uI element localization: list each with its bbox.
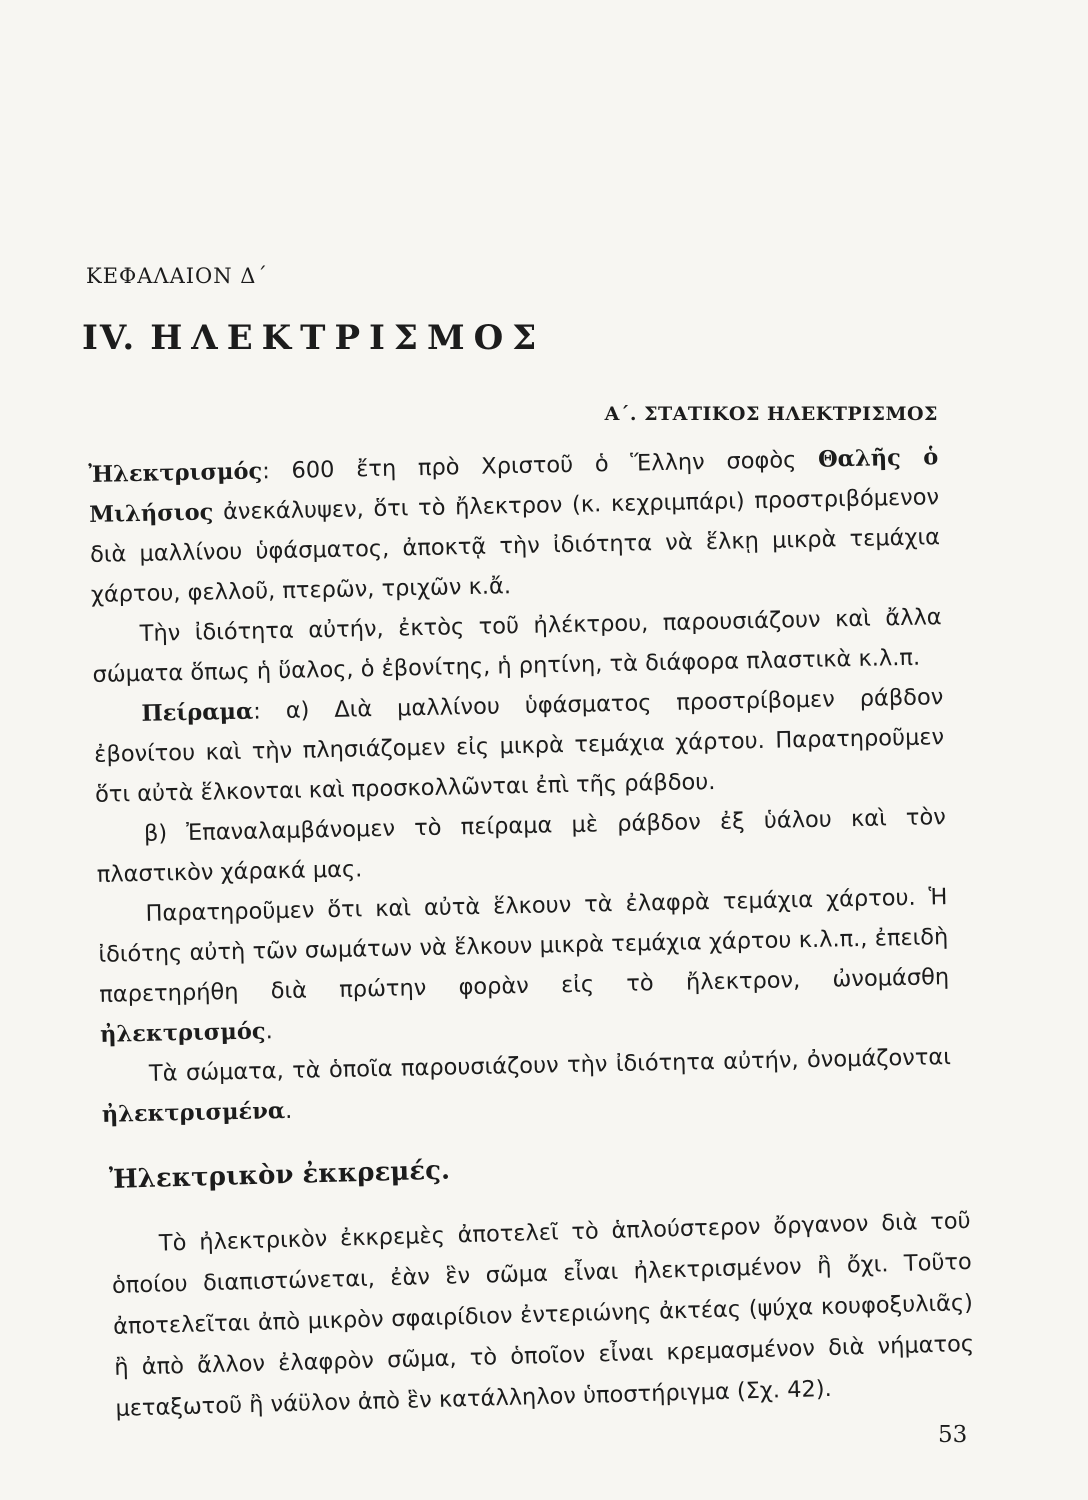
term-electrified: ἠλεκτρισμένα xyxy=(101,1098,286,1128)
part-title: ΗΛΕΚΤΡΙΣΜΟΣ xyxy=(150,318,546,358)
chapter-heading: ΚΕΦΑΛΑΙΟΝ Δ΄ xyxy=(86,264,268,288)
term-electricity: Ἠλεκτρισμός xyxy=(88,458,263,488)
paragraph: Πείραμα: α) Διὰ μαλλίνου ὑφάσματος προστρίβομεν ράβδον ἐβονίτου καὶ τὴν πλησιάζομεν εἰς μικρὰ τεμάχια χάρτου. Παρατηροῦμεν ὅτι αὐτὰ ἕλκονται καὶ προσκολλῶνται ἐπὶ τῆς ράβδου. xyxy=(94,684,945,808)
paragraph: Τὰ σώματα, τὰ ὁποῖα παρουσιάζουν τὴν ἰδιότητα αὐτήν, ὀνομάζονται ἠλεκτρισμένα. xyxy=(101,1044,952,1128)
section-heading: Α΄. ΣΤΑΤΙΚΟΣ ΗΛΕΚΤΡΙΣΜΟΣ xyxy=(604,403,938,425)
term-electrification: ἠλεκτρισμός xyxy=(99,1018,266,1048)
paragraph: Τὸ ἠλεκτρικὸν ἐκκρεμὲς ἀποτελεῖ τὸ ἁπλούστερον ὄργανον διὰ τοῦ ὁποίου διαπιστώνεται, ἐὰν ἓν σῶμα εἶναι ἠλεκτρισμένον ἢ ὄχι. Τοῦτο ἀποτελεῖται ἀπὸ μικρὸν σφαιρίδιον ἐντεριώνης ἀκτέας (ψύχα κουφοξυλιᾶς) ἢ ἀπὸ ἄλλον ἐλαφρὸν σῶμα, τὸ ὁποῖον εἶναι κρεμασμένον διὰ νήματος μεταξωτοῦ ἢ νάϋλον ἀπὸ ἓν κατάλληλον ὑποστήριγμα (Σχ. 42). xyxy=(111,1207,975,1422)
term-experiment: Πείραμα xyxy=(141,698,254,727)
body-text xyxy=(88,437,952,1135)
part-number: IV. xyxy=(82,318,137,358)
page-number: 53 xyxy=(938,1422,968,1448)
part-heading xyxy=(82,318,545,358)
paragraph: Παρατηροῦμεν ὅτι καὶ αὐτὰ ἕλκουν τὰ ἐλαφρὰ τεμάχια χάρτου. Ἡ ἰδιότης αὐτὴ τῶν σωμάτων νὰ ἕλκουν μικρὰ τεμάχια χάρτου κ.λ.π., ἐπειδὴ παρετηρήθη διὰ πρώτην φορὰν εἰς τὸ ἤλεκτρον, ὠνομάσθη ἠλεκτρισμός. xyxy=(98,884,950,1048)
name-thales: Θαλῆς ὁ Μιλήσιος xyxy=(88,444,939,528)
paragraph: Ἠλεκτρισμός: 600 ἔτη πρὸ Χριστοῦ ὁ Ἕλλην σοφὸς Θαλῆς ὁ Μιλήσιος ἀνεκάλυψεν, ὅτι τὸ ἤλεκτρον (κ. κεχριμπάρι) προστριβόμενον διὰ μαλλίνου ὑφάσματος, ἀποκτᾷ τὴν ἰδιότητα νὰ ἕλκῃ μικρὰ τεμάχια χάρτου, φελλοῦ, πτερῶν, τριχῶν κ.ἄ. xyxy=(88,444,941,608)
paragraph: Τὴν ἰδιότητα αὐτήν, ἐκτὸς τοῦ ἠλέκτρου, παρουσιάζουν καὶ ἄλλα σώματα ὅπως ἡ ὕαλος, ὁ ἐβονίτης, ἡ ρητίνη, τὰ διάφορα πλαστικὰ κ.λ.π. xyxy=(92,604,942,688)
paragraph: β) Ἐπαναλαμβάνομεν τὸ πείραμα μὲ ράβδον ἐξ ὑάλου καὶ τὸν πλαστικὸν χάρακά μας. xyxy=(96,804,947,888)
body-text-2 xyxy=(108,1116,976,1430)
subheading-pendulum: Ἠλεκτρικὸν ἐκκρεμές. xyxy=(108,1155,451,1195)
